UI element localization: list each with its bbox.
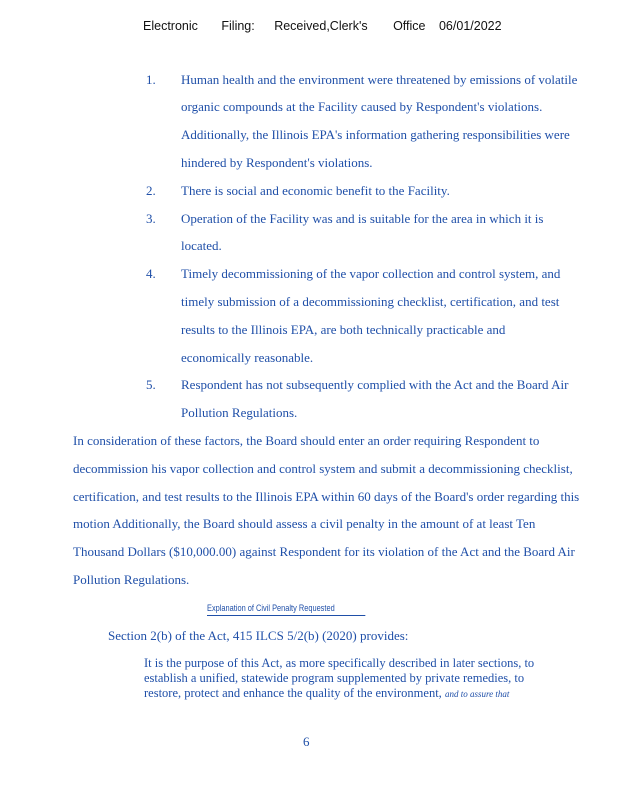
list-item-line: Additionally, the Illinois EPA's information gathering responsibilities were: [181, 127, 570, 142]
paragraph-line: Thousand Dollars ($10,000.00) against Respondent for its violation of the Act and the Board Air: [73, 544, 575, 559]
header-received: Received,Clerk's: [274, 19, 368, 33]
quote-line: [144, 686, 509, 701]
list-item-line: Operation of the Facility was and is suitable for the area in which it is: [181, 211, 544, 226]
quote-line: establish a unified, statewide program supplemented by private remedies, to: [144, 671, 525, 685]
list-item-number: 2.: [146, 183, 156, 198]
list-item-number: 1.: [146, 72, 156, 87]
list-item-line: Pollution Regulations.: [181, 405, 298, 420]
quote-tail: and to assure that: [444, 689, 510, 699]
section-heading: Explanation of Civil Penalty Requested: [207, 603, 365, 616]
header-filing: Filing:: [221, 19, 255, 33]
filing-header: [143, 19, 502, 33]
list-item-line: Human health and the environment were threatened by emissions of volatile: [181, 72, 578, 87]
list-item-number: 3.: [146, 211, 156, 226]
list-item-line: hindered by Respondent's violations.: [181, 155, 373, 170]
list-item-line: Timely decommissioning of the vapor collection and control system, and: [181, 266, 561, 281]
list-item-line: There is social and economic benefit to the Facility.: [181, 183, 450, 198]
list-item-line: timely submission of a decommissioning checklist, certification, and test: [181, 294, 560, 309]
list-item-number: 4.: [146, 266, 156, 281]
list-item-line: Respondent has not subsequently complied with the Act and the Board Air: [181, 377, 569, 392]
header-electronic: Electronic: [143, 19, 198, 33]
paragraph-line: motion Additionally, the Board should assess a civil penalty in the amount of at least Ten: [73, 516, 536, 531]
header-date: 06/01/2022: [438, 19, 502, 33]
paragraph-line: In consideration of these factors, the Board should enter an order requiring Respondent to: [73, 433, 540, 448]
quote-line-text: restore, protect and enhance the quality of the environment,: [144, 686, 442, 700]
paragraph-line: certification, and test results to the Illinois EPA within 60 days of the Board's order regarding this: [73, 489, 580, 504]
list-item-line: organic compounds at the Facility caused by Respondent's violations.: [181, 99, 543, 114]
section-intro: Section 2(b) of the Act, 415 ILCS 5/2(b) (2020) provides:: [108, 628, 409, 643]
list-item-line: results to the Illinois EPA, are both technically practicable and: [181, 322, 506, 337]
list-item-line: economically reasonable.: [181, 350, 314, 365]
paragraph-line: decommission his vapor collection and control system and submit a decommissioning checklist,: [73, 461, 573, 476]
page-number: 6: [303, 734, 310, 749]
header-office: Office: [393, 19, 426, 33]
quote-line: It is the purpose of this Act, as more specifically described in later sections, to: [144, 656, 535, 670]
paragraph-line: Pollution Regulations.: [73, 572, 190, 587]
list-item-number: 5.: [146, 377, 156, 392]
list-item-line: located.: [181, 238, 222, 253]
